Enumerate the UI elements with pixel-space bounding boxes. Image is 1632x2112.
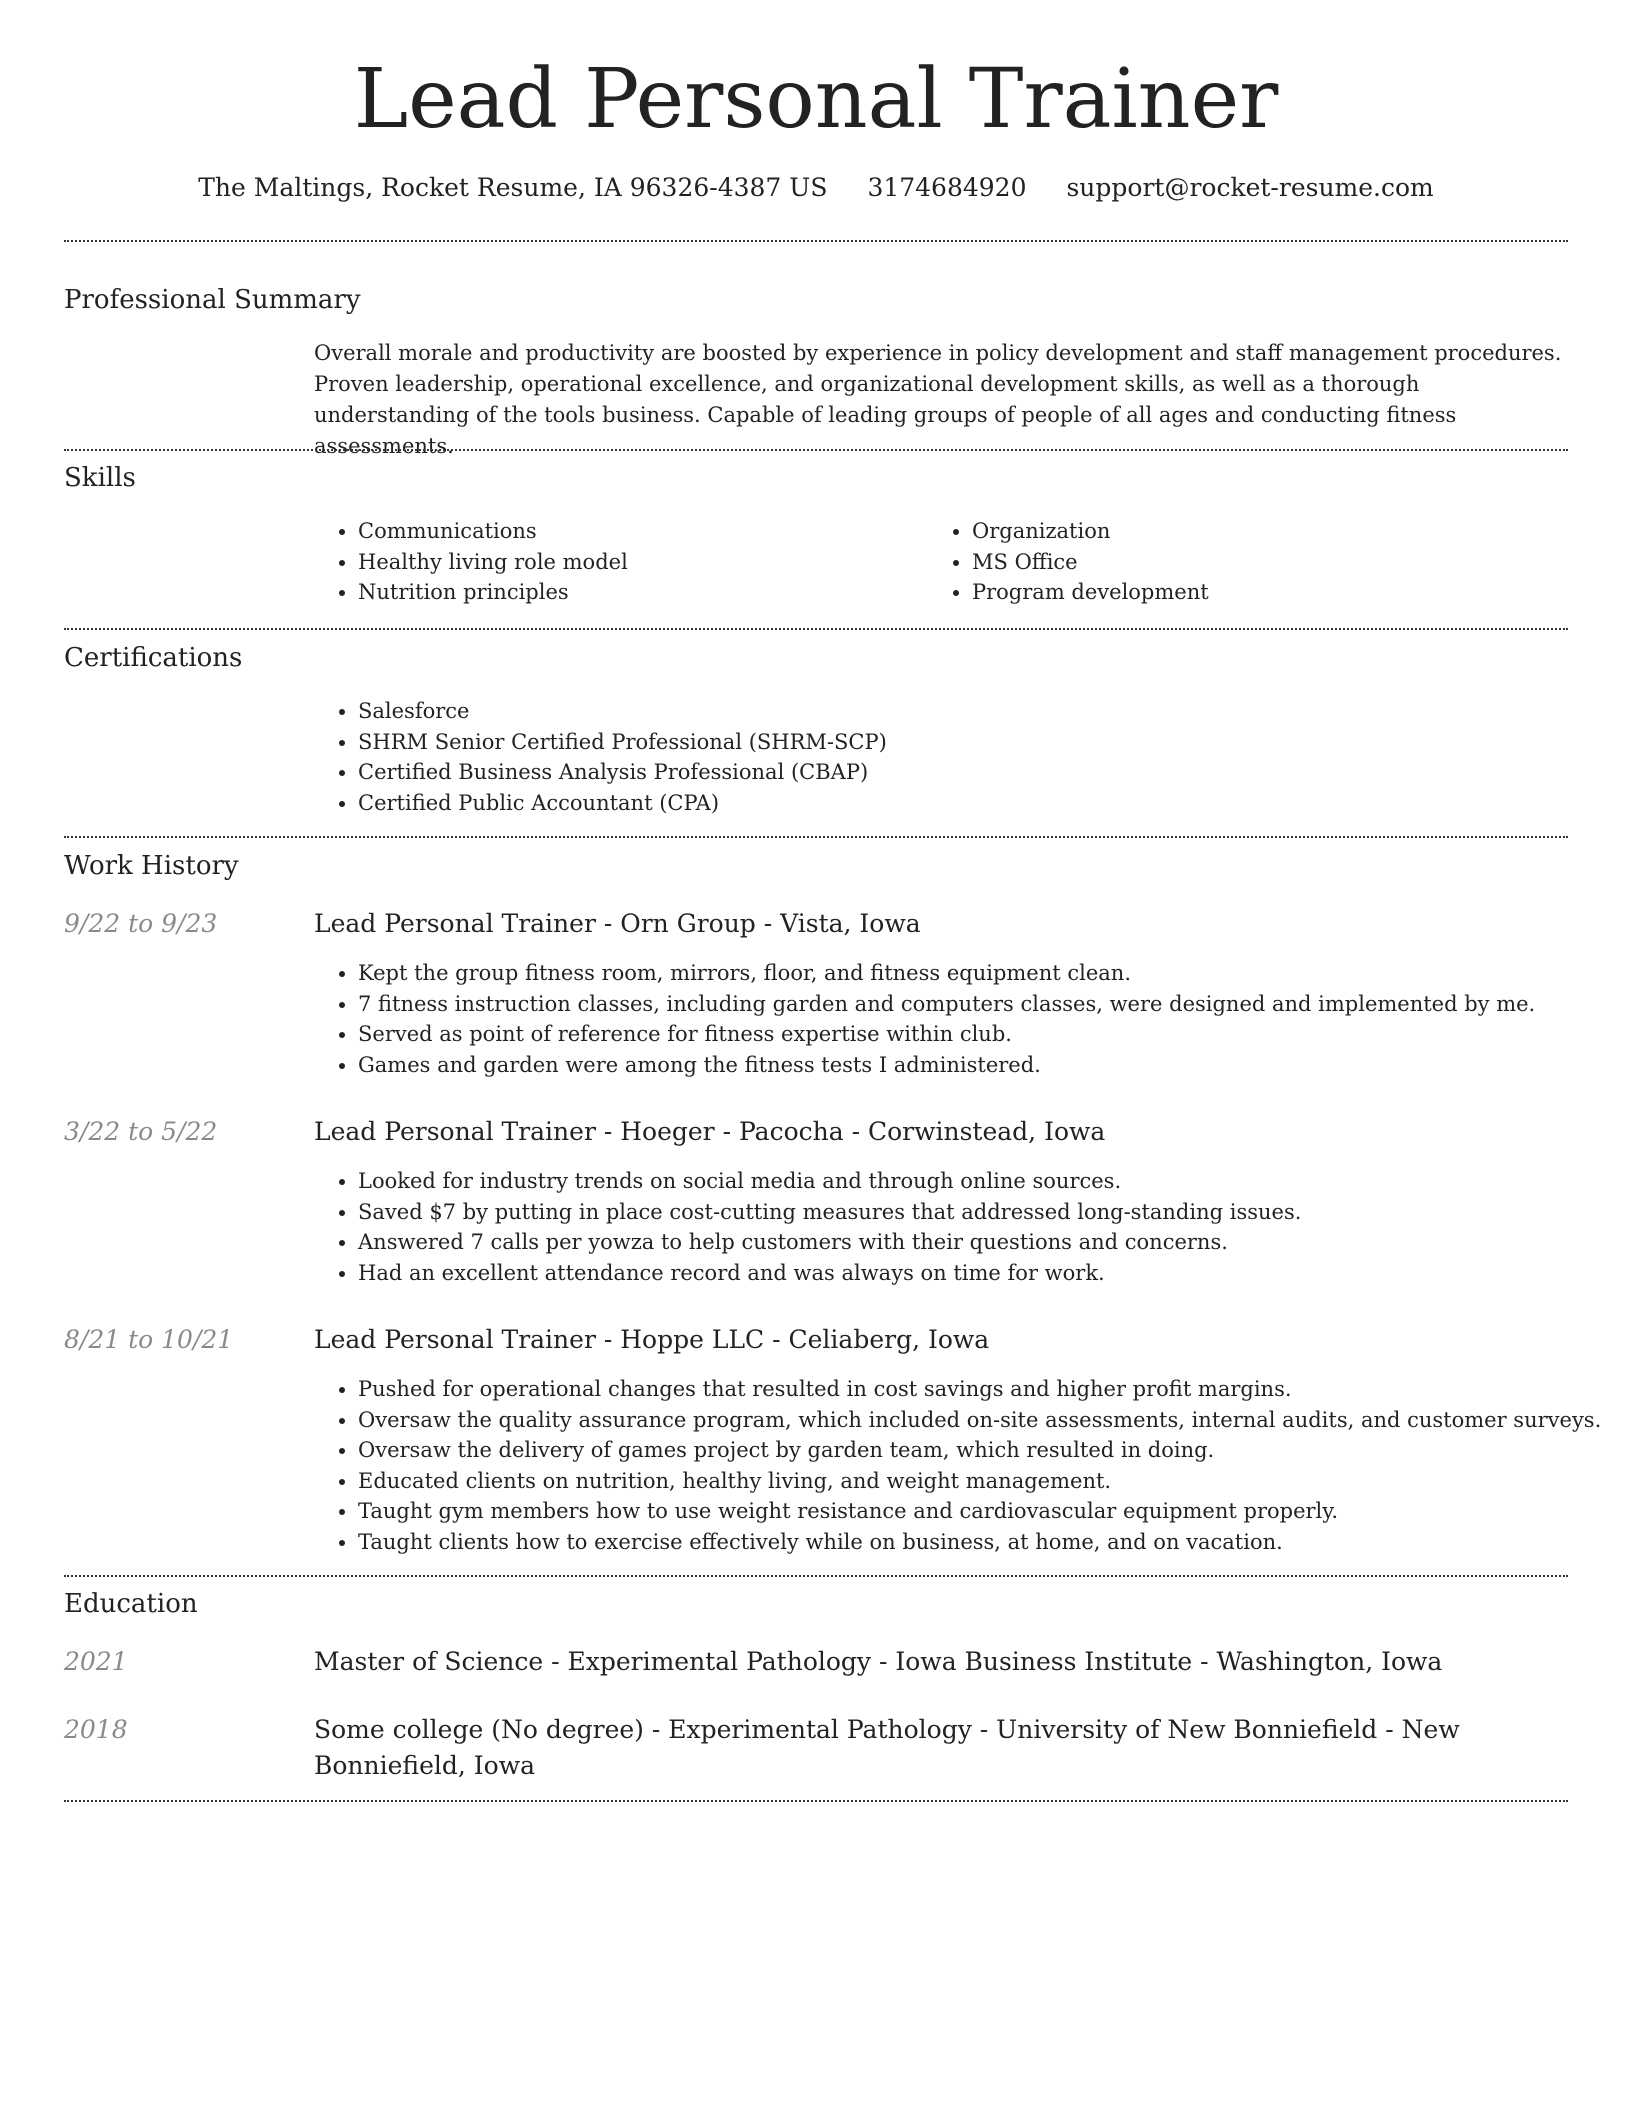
contact-address: The Maltings, Rocket Resume, IA 96326-4387 US — [198, 173, 828, 202]
contact-email: support@rocket-resume.com — [1066, 173, 1434, 202]
certification-item: • Certified Business Analysis Professional (CBAP) — [358, 757, 1568, 788]
education-year: 2021 — [64, 1647, 128, 1676]
skills-list — [314, 516, 1568, 612]
skill-item: • Organization — [972, 516, 1209, 547]
job-bullet: • Had an excellent attendance record and was always on time for work. — [358, 1258, 1568, 1289]
job-dates: 9/22 to 9/23 — [64, 909, 218, 938]
certification-item: • Salesforce — [358, 696, 1568, 727]
job-bullets — [314, 1166, 1568, 1288]
contact-line — [64, 170, 1568, 206]
divider — [64, 1800, 1568, 1802]
job-bullet: • Oversaw the delivery of games project by garden team, which resulted in doing. — [358, 1435, 1568, 1466]
job-title: Lead Personal Trainer - Orn Group - Vista, Iowa — [314, 909, 921, 938]
skill-item: • Healthy living role model — [358, 547, 628, 578]
contact-phone: 3174684920 — [867, 173, 1027, 202]
job-bullet: • Taught gym members how to use weight resistance and cardiovascular equipment properly. — [358, 1496, 1568, 1527]
job-title: Lead Personal Trainer - Hoeger - Pacocha - Corwinstead, Iowa — [314, 1117, 1106, 1146]
skills-column-right — [928, 516, 1209, 608]
certifications-list — [314, 696, 1568, 818]
job-bullet: • Taught clients how to exercise effectively while on business, at home, and on vacation. — [358, 1527, 1568, 1558]
job-bullet: • Looked for industry trends on social media and through online sources. — [358, 1166, 1568, 1197]
education-entry: Some college (No degree) - Experimental Pathology - University of New Bonniefield - New Bonniefield, Iowa — [314, 1715, 1460, 1780]
education-entry: Master of Science - Experimental Pathology - Iowa Business Institute - Washington, Iowa — [314, 1647, 1443, 1676]
job-bullet: • Saved $7 by putting in place cost-cutting measures that addressed long-standing issues. — [358, 1197, 1568, 1228]
job-bullet: • Kept the group fitness room, mirrors, floor, and fitness equipment clean. — [358, 958, 1568, 989]
certifications-heading: Certifications — [64, 643, 243, 673]
education-heading: Education — [64, 1589, 198, 1619]
job-bullet: • Served as point of reference for fitness expertise within club. — [358, 1019, 1568, 1050]
job-bullet: • Oversaw the quality assurance program, which included on-site assessments, internal audits, and customer surveys. — [358, 1405, 1568, 1436]
job-bullets — [314, 1374, 1602, 1557]
job-bullet: • Pushed for operational changes that resulted in cost savings and higher profit margins. — [358, 1374, 1568, 1405]
job-title: Lead Personal Trainer - Hoppe LLC - Celiaberg, Iowa — [314, 1325, 990, 1354]
job-bullet: • Games and garden were among the fitness tests I administered. — [358, 1050, 1568, 1081]
skill-item: • Nutrition principles — [358, 577, 628, 608]
job-dates: 3/22 to 5/22 — [64, 1117, 218, 1146]
summary-heading: Professional Summary — [64, 285, 361, 315]
skill-item: • Program development — [972, 577, 1209, 608]
divider — [64, 628, 1568, 630]
skills-heading: Skills — [64, 463, 136, 493]
divider — [64, 449, 1568, 451]
summary-text: Overall morale and productivity are boosted by experience in policy development and staff management procedures. Proven leadership, operational excellence, and organizational development skills, as well as a thorough understanding of the tools business. Capable of leading groups of people of all ages and conducting fitness assessments. — [314, 341, 1562, 458]
certification-item: • Certified Public Accountant (CPA) — [358, 788, 1568, 819]
skill-item: • MS Office — [972, 547, 1209, 578]
divider — [64, 836, 1568, 838]
skills-column-left — [314, 516, 628, 608]
skill-item: • Communications — [358, 516, 628, 547]
job-bullet: • Answered 7 calls per yowza to help customers with their questions and concerns. — [358, 1227, 1568, 1258]
resume-name: Lead Personal Trainer — [353, 52, 1279, 147]
job-bullet: • Educated clients on nutrition, healthy living, and weight management. — [358, 1466, 1568, 1497]
work-history-heading: Work History — [64, 851, 239, 881]
education-year: 2018 — [64, 1715, 128, 1744]
job-dates: 8/21 to 10/21 — [64, 1325, 234, 1354]
divider — [64, 240, 1568, 242]
certification-item: • SHRM Senior Certified Professional (SHRM-SCP) — [358, 727, 1568, 758]
job-bullet: • 7 fitness instruction classes, including garden and computers classes, were designed and implemented by me. — [358, 989, 1568, 1020]
divider — [64, 1575, 1568, 1577]
job-bullets — [314, 958, 1568, 1080]
